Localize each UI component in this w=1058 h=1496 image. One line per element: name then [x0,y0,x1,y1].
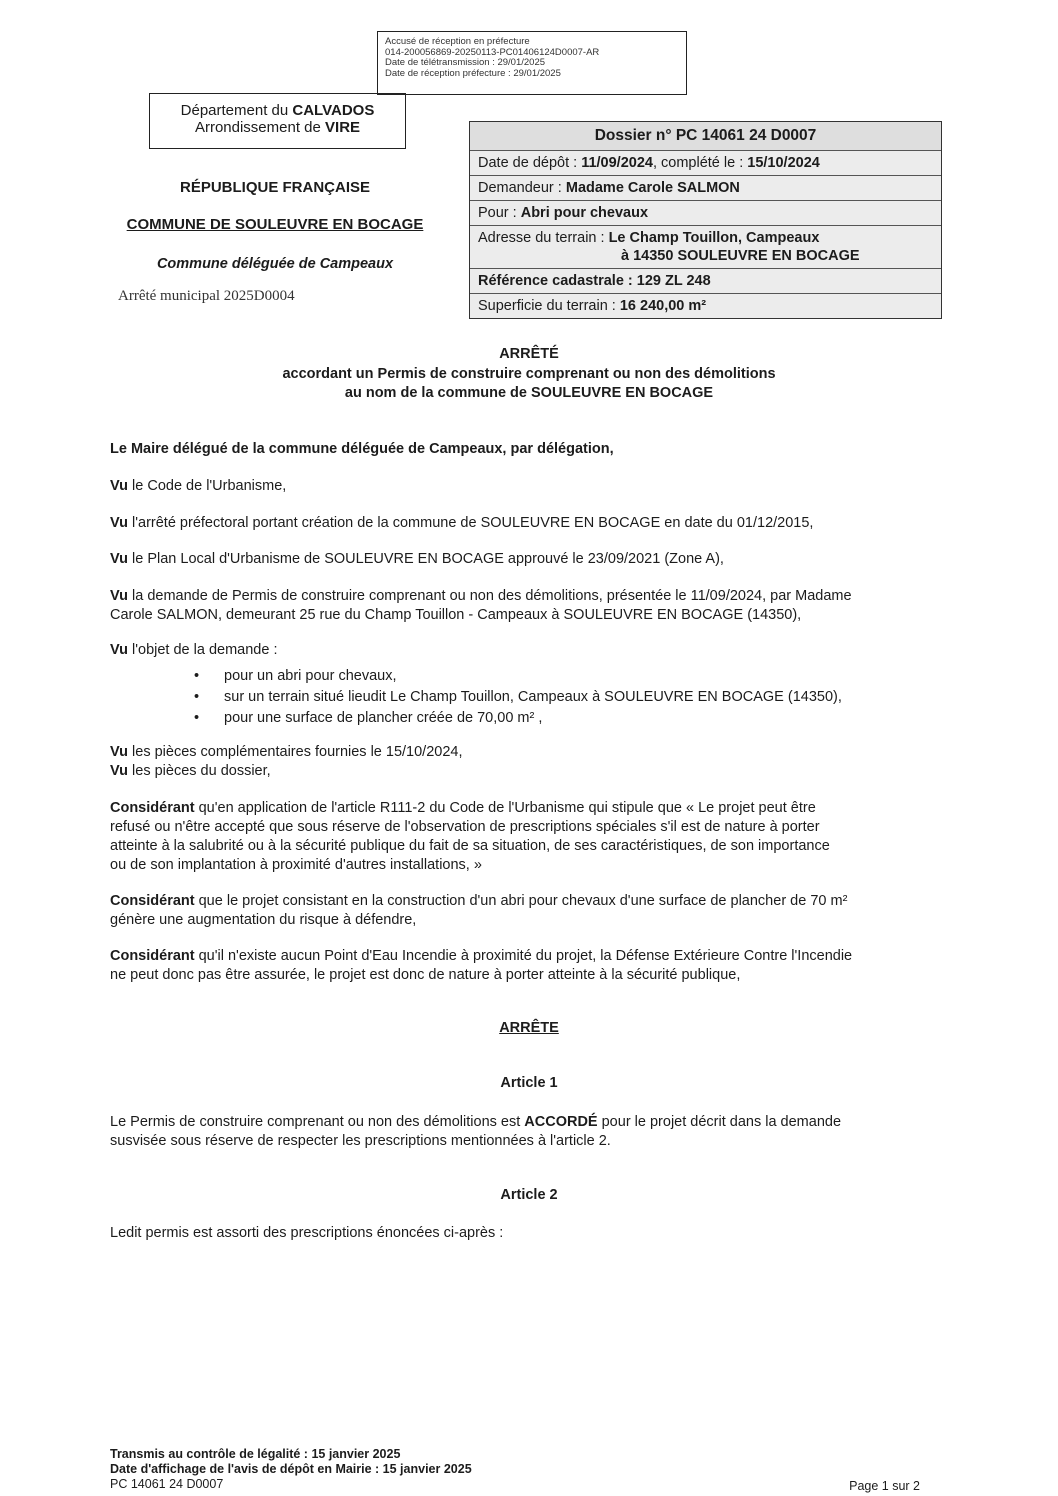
article-2-text: Ledit permis est assorti des prescriptions énoncées ci-après : [110,1225,504,1241]
page-number: Page 1 sur 2 [849,1479,920,1493]
vu-plu: Vu le Plan Local d'Urbanisme de SOULEUVRE EN BOCAGE approuvé le 23/09/2021 (Zone A), [110,551,724,567]
maire-line: Le Maire délégué de la commune déléguée de Campeaux, par délégation, [110,441,614,457]
dossier-row-depot: Date de dépôt : 11/09/2024, complété le : 15/10/2024 [470,150,941,175]
dossier-row-adresse: Adresse du terrain : Le Champ Touillon, Campeaux à 14350 SOULEUVRE EN BOCAGE [470,225,941,268]
dossier-table [469,121,942,319]
department-box [149,93,406,149]
stamp-line: Date de télétransmission : 29/01/2025 [385,57,546,68]
arrete-title: ARRÊTÉ [499,346,559,362]
vu-code-urbanisme: Vu le Code de l'Urbanisme, [110,478,287,494]
stamp-line: Date de réception préfecture : 29/01/2025 [385,67,561,79]
arrete-subtitle-1: accordant un Permis de construire comprenant ou non des démolitions [282,366,776,382]
vu-pieces: Vu les pièces complémentaires fournies le 15/10/2024, Vu les pièces du dossier, [110,744,463,779]
footer-block [110,1447,472,1492]
list-item: • pour une surface de plancher créée de 70,00 m² , [194,708,924,729]
commune-deleguee: Commune déléguée de Campeaux [156,256,394,272]
arrete-heading: ARRÊTE [499,1020,559,1036]
dossier-row-cadastre: Référence cadastrale : 129 ZL 248 [470,268,941,293]
dossier-number: Dossier n° PC 14061 24 D0007 [470,122,941,150]
footer-affichage: Date d'affichage de l'avis de dépôt en Mairie : 15 janvier 2025 [110,1462,472,1476]
stamp-line: Accusé de réception en préfecture [385,36,530,47]
footer-pc-number: PC 14061 24 D0007 [110,1477,224,1491]
dossier-row-demandeur: Demandeur : Madame Carole SALMON [470,175,941,200]
vu-arrete-prefectoral: Vu l'arrêté préfectoral portant création de la commune de SOULEUVRE EN BOCAGE en date du 01/12/2015, [110,515,814,531]
considerant-3: Considérant qu'il n'existe aucun Point d'Eau Incendie à proximité du projet, la Défense Extérieure Contre l'Incendie ne peut donc pas être assurée, le projet est donc de nature à porter atteinte à la sécurité publique, [110,948,853,983]
vu-objet: Vu l'objet de la demande : [110,642,278,658]
republic-heading: RÉPUBLIQUE FRANÇAISE [179,179,370,196]
arrete-subtitle-2: au nom de la commune de SOULEUVRE EN BOCAGE [344,385,714,401]
stamp-line: 014-200056869-20250113-PC01406124D0007-AR [385,46,600,58]
commune-heading: COMMUNE DE SOULEUVRE EN BOCAGE [126,216,424,233]
list-item: • pour un abri pour chevaux, [194,666,924,687]
objet-list [194,666,924,729]
considerant-1: Considérant qu'en application de l'article R111-2 du Code de l'Urbanisme qui stipule que « Le projet peut être refusé ou n'être accepté que sous réserve de l'observation de prescriptions spéciales s'il est de nature à porter atteinte à la salubrité ou à la sécurité publique du fait de sa situation, de ses caractéristiques, de son importance ou de son implantation à proximité d'autres installations, » [110,800,830,873]
prefecture-stamp [377,31,687,95]
article-1-text: Le Permis de construire comprenant ou non des démolitions est ACCORDÉ pour le projet décrit dans la demande susvisée sous réserve de respecter les prescriptions mentionnées à l'article 2. [110,1114,842,1149]
arrondissement-line: Arrondissement de VIRE [194,119,361,136]
considerant-2: Considérant que le projet consistant en la construction d'un abri pour chevaux d'une surface de plancher de 70 m² génère une augmentation du risque à défendre, [110,893,848,928]
department-line: Département du CALVADOS [180,102,375,119]
article-2-title: Article 2 [500,1187,558,1203]
dossier-row-pour: Pour : Abri pour chevaux [470,200,941,225]
vu-demande: Vu la demande de Permis de construire comprenant ou non des démolitions, présentée le 11/09/2024, par Madame Carole SALMON, demeurant 25 rue du Champ Touillon - Campeaux à SOULEUVRE EN BOCAGE (14350), [110,588,852,623]
footer-legalite: Transmis au contrôle de légalité : 15 janvier 2025 [110,1447,401,1461]
list-item: • sur un terrain situé lieudit Le Champ Touillon, Campeaux à SOULEUVRE EN BOCAGE (14350), [194,687,924,708]
article-1-title: Article 1 [500,1075,558,1091]
arrete-reference: Arrêté municipal 2025D0004 [118,288,295,304]
dossier-row-superficie: Superficie du terrain : 16 240,00 m² [470,293,941,318]
